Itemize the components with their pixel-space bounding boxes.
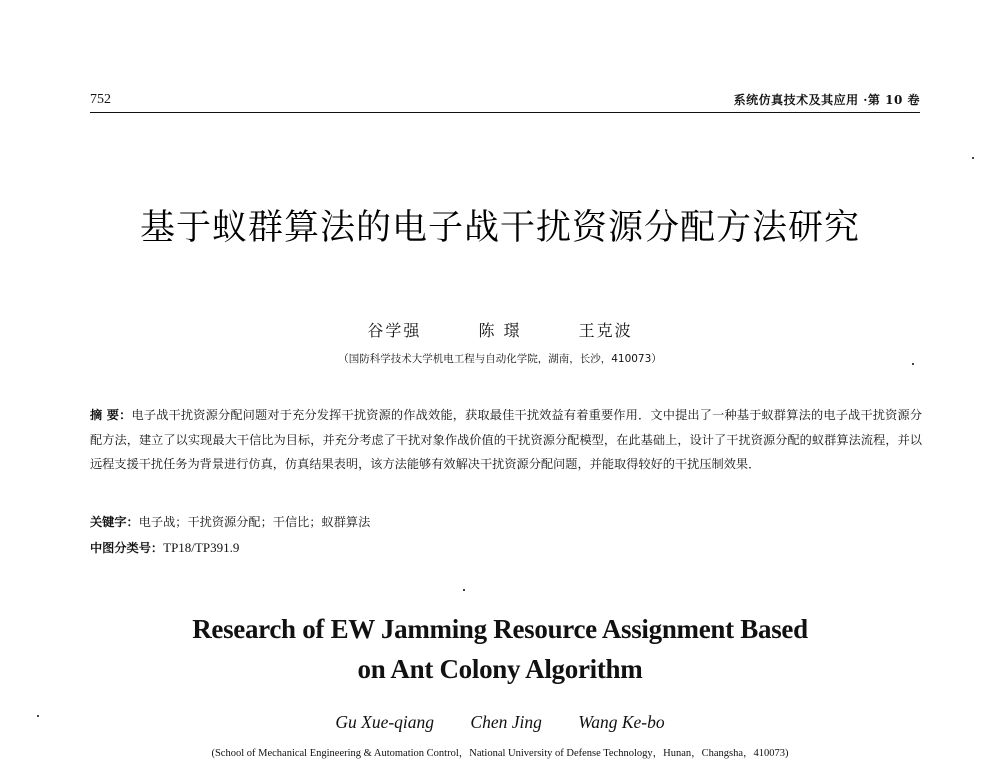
- author-cn: 王克波: [578, 321, 633, 340]
- scan-speck: [912, 363, 914, 365]
- classification-text: TP18/TP391.9: [163, 540, 240, 555]
- author-en: Gu Xue-qiang: [335, 712, 435, 732]
- abstract-label: 摘 要：: [90, 408, 132, 422]
- english-affiliation: (School of Mechanical Engineering & Automation Control，National University of Defense Technology，Hunan，Changsha，410073): [211, 748, 789, 759]
- scan-speck: [37, 715, 39, 717]
- scan-speck: [463, 589, 465, 591]
- english-title-line: on Ant Colony Algorithm: [357, 654, 643, 684]
- chinese-affiliation: （国防科学技术大学机电工程与自动化学院，湖南，长沙，410073）: [338, 353, 662, 365]
- running-header: [90, 90, 920, 113]
- chinese-authors: [0, 318, 1000, 341]
- author-en: Wang Ke-bo: [578, 712, 665, 732]
- english-title: [0, 609, 1000, 689]
- keywords-text: 电子战；干扰资源分配；干信比；蚁群算法: [138, 515, 371, 529]
- keywords-line: [90, 513, 370, 530]
- abstract-text: 电子战干扰资源分配问题对于充分发挥干扰资源的作战效能，获取最佳干扰效益有着重要作用．文中提出了一种基于蚁群算法的电子战干扰资源分配方法，建立了以实现最大干信比为目标，并充分考虑了干扰对象作战价值的干扰资源分配模型，在此基础上，设计了干扰资源分配的蚁群算法流程，并以远程支援干扰任务为背景进行仿真，仿真结果表明，该方法能够有效解决干扰资源分配问题，并能取得较好的干扰压制效果．: [90, 408, 923, 472]
- scan-speck: [972, 157, 974, 159]
- classification-line: [90, 539, 239, 556]
- classification-label: 中图分类号：: [90, 541, 164, 555]
- english-title-line: Research of EW Jamming Resource Assignment Based: [192, 614, 808, 644]
- chinese-title: 基于蚁群算法的电子战干扰资源分配方法研究: [139, 208, 860, 248]
- chinese-abstract: [90, 403, 922, 477]
- author-en: Chen Jing: [470, 712, 542, 732]
- keywords-label: 关键字：: [90, 515, 139, 529]
- page-number: 752: [90, 92, 111, 107]
- english-authors: [0, 712, 1000, 733]
- author-cn: 陈 璟: [478, 321, 522, 340]
- journal-name: 系统仿真技术及其应用 ·第 10 卷: [733, 93, 920, 107]
- author-cn: 谷学强: [367, 321, 422, 340]
